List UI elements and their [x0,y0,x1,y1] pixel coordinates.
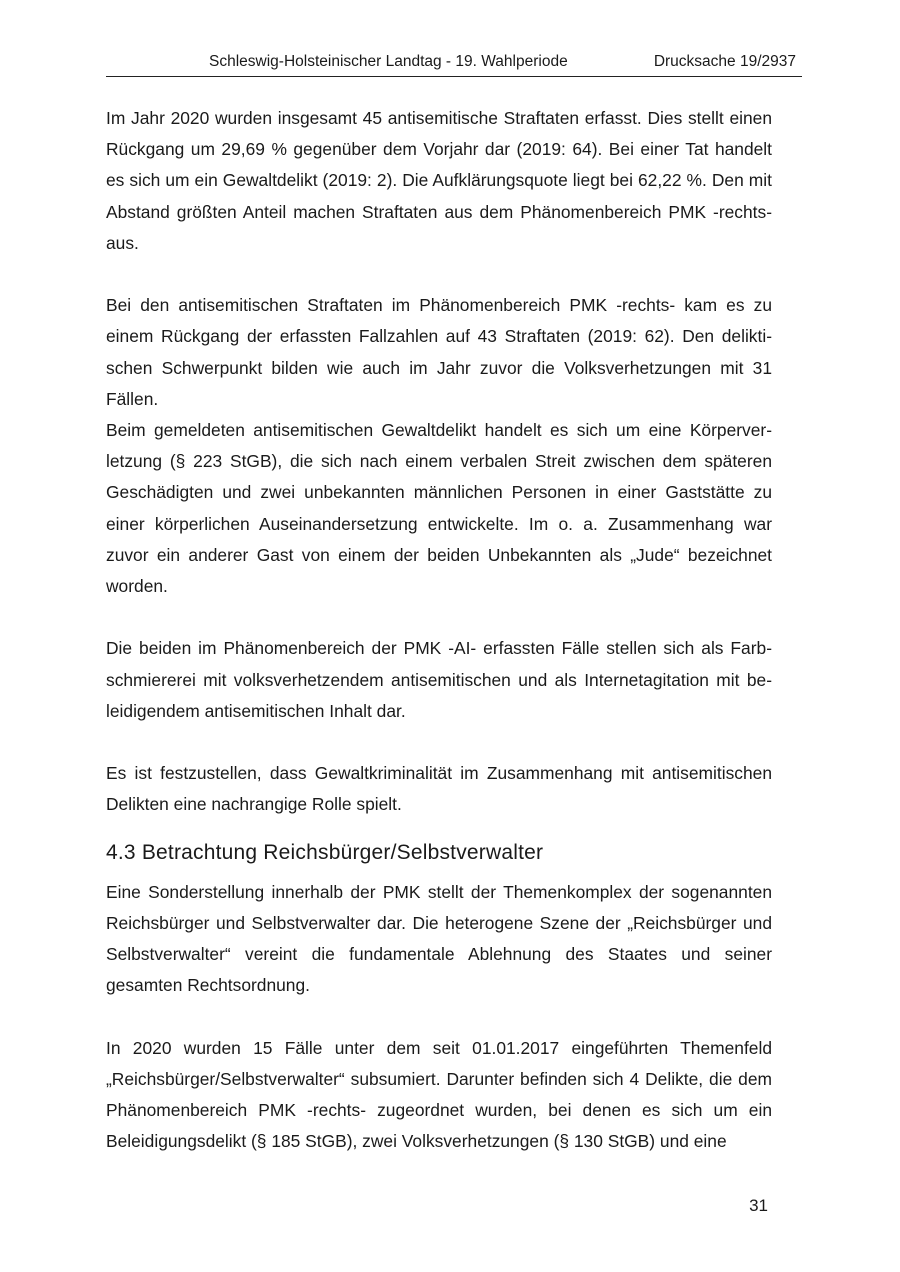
paragraph-antisemitic-overview: Im Jahr 2020 wurden insgesamt 45 antisemitische Straftaten erfasst. Dies stellt einen Rückgang um 29,69 % gegenüber dem Vorjahr dar (2019: 64). Bei einer Tat handelt es sich um ein Gewaltdelikt (2019: 2). Die Aufklärungsquote liegt bei 62,22 %. Den mit Abstand größten Anteil machen Straftaten aus dem Phänomenbereich PMK -rechts- aus. [106,108,772,253]
page-header [106,50,802,77]
body-text [106,103,772,1157]
paragraph-pmk-ai: Die beiden im Phänomenbereich der PMK -AI- erfassten Fälle stellen sich als Farbschmiererei mit volksverhetzendem antisemitischen und als Internetagitation mit beleidigendem antisemitischen Inhalt dar. [106,638,772,721]
paragraph-spacer [106,602,772,633]
header-document-number: Drucksache 19/2937 [653,53,796,70]
paragraph-violent-offense: Beim gemeldeten antisemitischen Gewaltdelikt handelt es sich um eine Körperverletzung (§ 223 StGB), die sich nach einem verbalen Streit zwischen dem späteren Geschädigten und zwei unbekannten männlichen Personen in einer Gaststätte zu einer körperlichen Auseinandersetzung entwickelte. Im o. a. Zusammenhang war zuvor ein anderer Gast von einem der beiden Unbekannten als „Jude“ bezeichnet worden. [106,420,772,597]
paragraph-spacer [106,259,772,290]
paragraph-pmk-rechts: Bei den antisemitischen Straftaten im Phänomenbereich PMK -rechts- kam es zu einem Rückgang der erfassten Fallzahlen auf 43 Straftaten (2019: 62). Den deliktischen Schwerpunkt bilden wie auch im Jahr zuvor die Volksverhetzungen mit 31 Fällen. [106,295,772,409]
page-number: 31 [749,1196,768,1215]
paragraph-spacer [106,1001,772,1032]
paragraph-spacer [106,727,772,758]
section-heading: 4.3 Betrachtung Reichsbürger/Selbstverwalter [106,840,544,864]
paragraph-reichsbuerger-intro: Eine Sonderstellung innerhalb der PMK stellt der Themenkomplex der sogenannten Reichsbürger und Selbstverwalter dar. Die heterogene Szene der „Reichsbürger und Selbstverwalter“ vereint die fundamentale Ablehnung des Staates und seiner gesamten Rechtsordnung. [106,881,772,996]
paragraph-reichsbuerger-cases: In 2020 wurden 15 Fälle unter dem seit 01.01.2017 eingeführten Themenfeld „Reichsbürger/Selbstverwalter“ subsumiert. Darunter befinden sich 4 Delikte, die dem Phänomenbereich PMK -rechts- zugeordnet wurden, bei denen es sich um ein Beleidigungsdelikt (§ 185 StGB), zwei Volksverhetzungen (§ 130 StGB) und eine [106,1037,772,1152]
header-title: Schleswig-Holsteinischer Landtag - 19. Wahlperiode [209,53,568,70]
paragraph-conclusion: Es ist festzustellen, dass Gewaltkriminalität im Zusammenhang mit antisemitischen Delikten eine nachrangige Rolle spielt. [106,763,772,815]
